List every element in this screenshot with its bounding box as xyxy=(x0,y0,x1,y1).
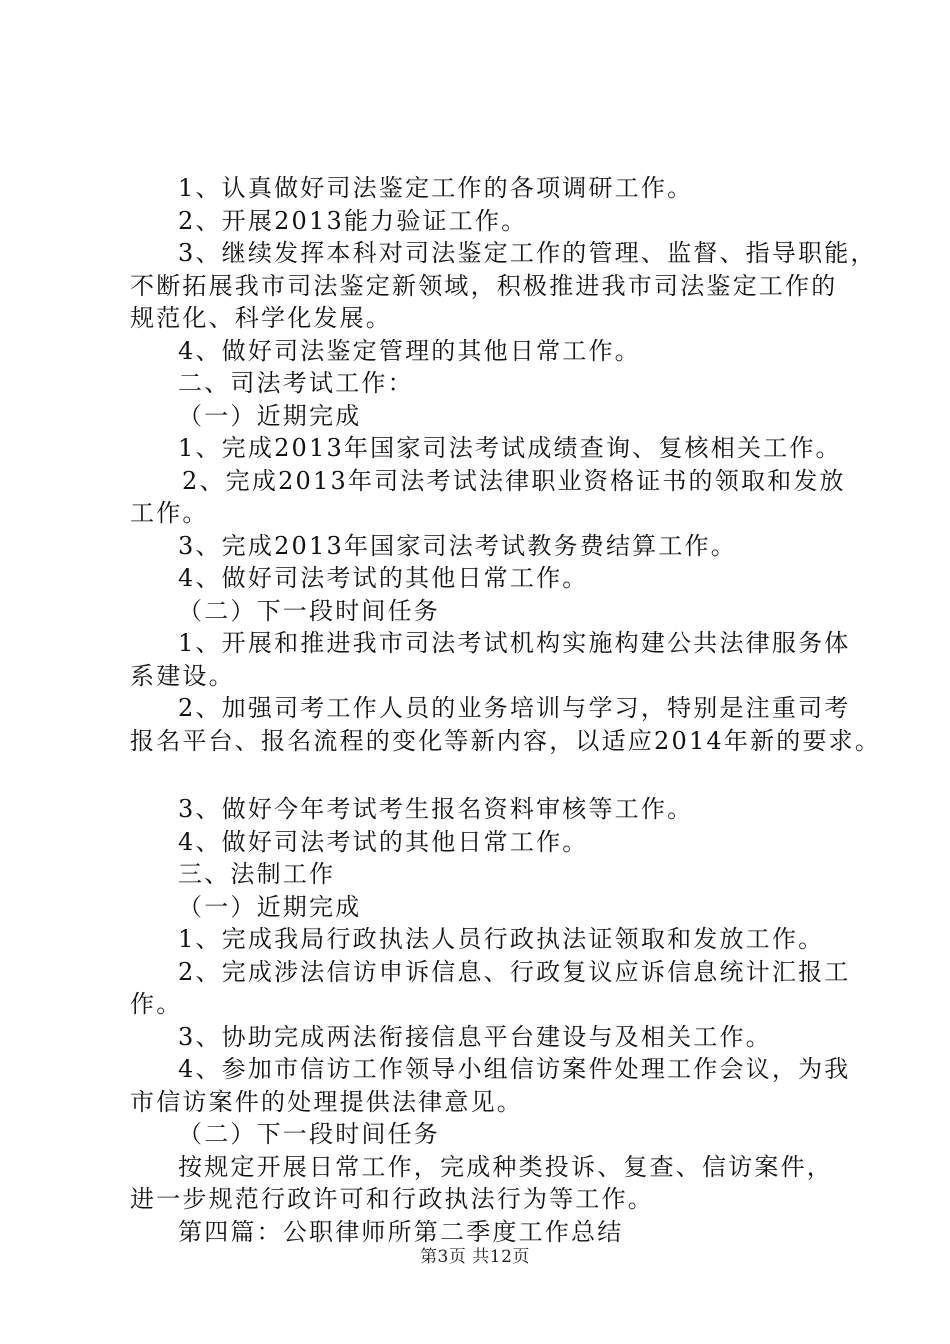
section-heading: 三、法制工作 xyxy=(178,860,336,888)
paragraph-line: 系建设。 xyxy=(130,661,235,690)
subsection-heading: （二）下一段时间任务 xyxy=(178,1120,440,1148)
paragraph-line: 4、做好司法鉴定管理的其他日常工作。 xyxy=(178,336,641,365)
paragraph-line: 2、完成2013年司法考试法律职业资格证书的领取和发放 xyxy=(182,466,846,495)
paragraph-line: 进一步规范行政许可和行政执法行为等工作。 xyxy=(130,1185,654,1213)
paragraph-line: 3、协助完成两法衔接信息平台建设与及相关工作。 xyxy=(178,1022,772,1051)
paragraph-line: 1、完成2013年国家司法考试成绩查询、复核相关工作。 xyxy=(178,434,842,462)
paragraph-line: 3、做好今年考试考生报名资料审核等工作。 xyxy=(178,795,694,823)
paragraph-line: 按规定开展日常工作，完成种类投诉、复查、信访案件， xyxy=(178,1152,833,1181)
subsection-heading: （一）近期完成 xyxy=(178,401,362,430)
paragraph-line: 报名平台、报名流程的变化等新内容，以适应2014年新的要求。 xyxy=(130,726,882,755)
paragraph-line: 规范化、科学化发展。 xyxy=(130,304,392,332)
paragraph-line: 1、认真做好司法鉴定工作的各项调研工作。 xyxy=(178,174,694,202)
paragraph-line: 4、做好司法考试的其他日常工作。 xyxy=(178,827,589,856)
paragraph-line: 工作。 xyxy=(130,499,209,527)
paragraph-line: 1、完成我局行政执法人员行政执法证领取和发放工作。 xyxy=(178,925,825,953)
paragraph-gap xyxy=(130,757,830,793)
paragraph-line: 4、做好司法考试的其他日常工作。 xyxy=(178,564,589,592)
paragraph-line: 市信访案件的处理提供法律意见。 xyxy=(130,1087,523,1116)
section-heading: 二、司法考试工作： xyxy=(178,369,414,397)
section-heading: 第四篇：公职律师所第二季度工作总结 xyxy=(178,1217,624,1246)
paragraph-line: 2、加强司考工作人员的业务培训与学习，特别是注重司考 xyxy=(178,694,851,722)
subsection-heading: （一）近期完成 xyxy=(178,892,362,921)
subsection-heading: （二）下一段时间任务 xyxy=(178,596,440,625)
paragraph-line: 3、完成2013年国家司法考试教务费结算工作。 xyxy=(178,531,737,560)
paragraph-line: 不断拓展我市司法鉴定新领域，积极推进我市司法鉴定工作的 xyxy=(130,271,838,300)
paragraph-line: 作。 xyxy=(130,990,183,1018)
paragraph-line: 2、完成涉法信访申诉信息、行政复议应诉信息统计汇报工 xyxy=(178,957,851,986)
paragraph-line: 1、开展和推进我市司法考试机构实施构建公共法律服务体 xyxy=(178,629,851,657)
page-number-footer: 第3页 共12页 xyxy=(420,1247,530,1267)
paragraph-line: 4、参加市信访工作领导小组信访案件处理工作会议，为我 xyxy=(178,1055,851,1083)
paragraph-line: 3、继续发挥本科对司法鉴定工作的管理、监督、指导职能， xyxy=(178,239,877,267)
paragraph-line: 2、开展2013能力验证工作。 xyxy=(178,206,528,235)
document-body xyxy=(130,172,882,1248)
